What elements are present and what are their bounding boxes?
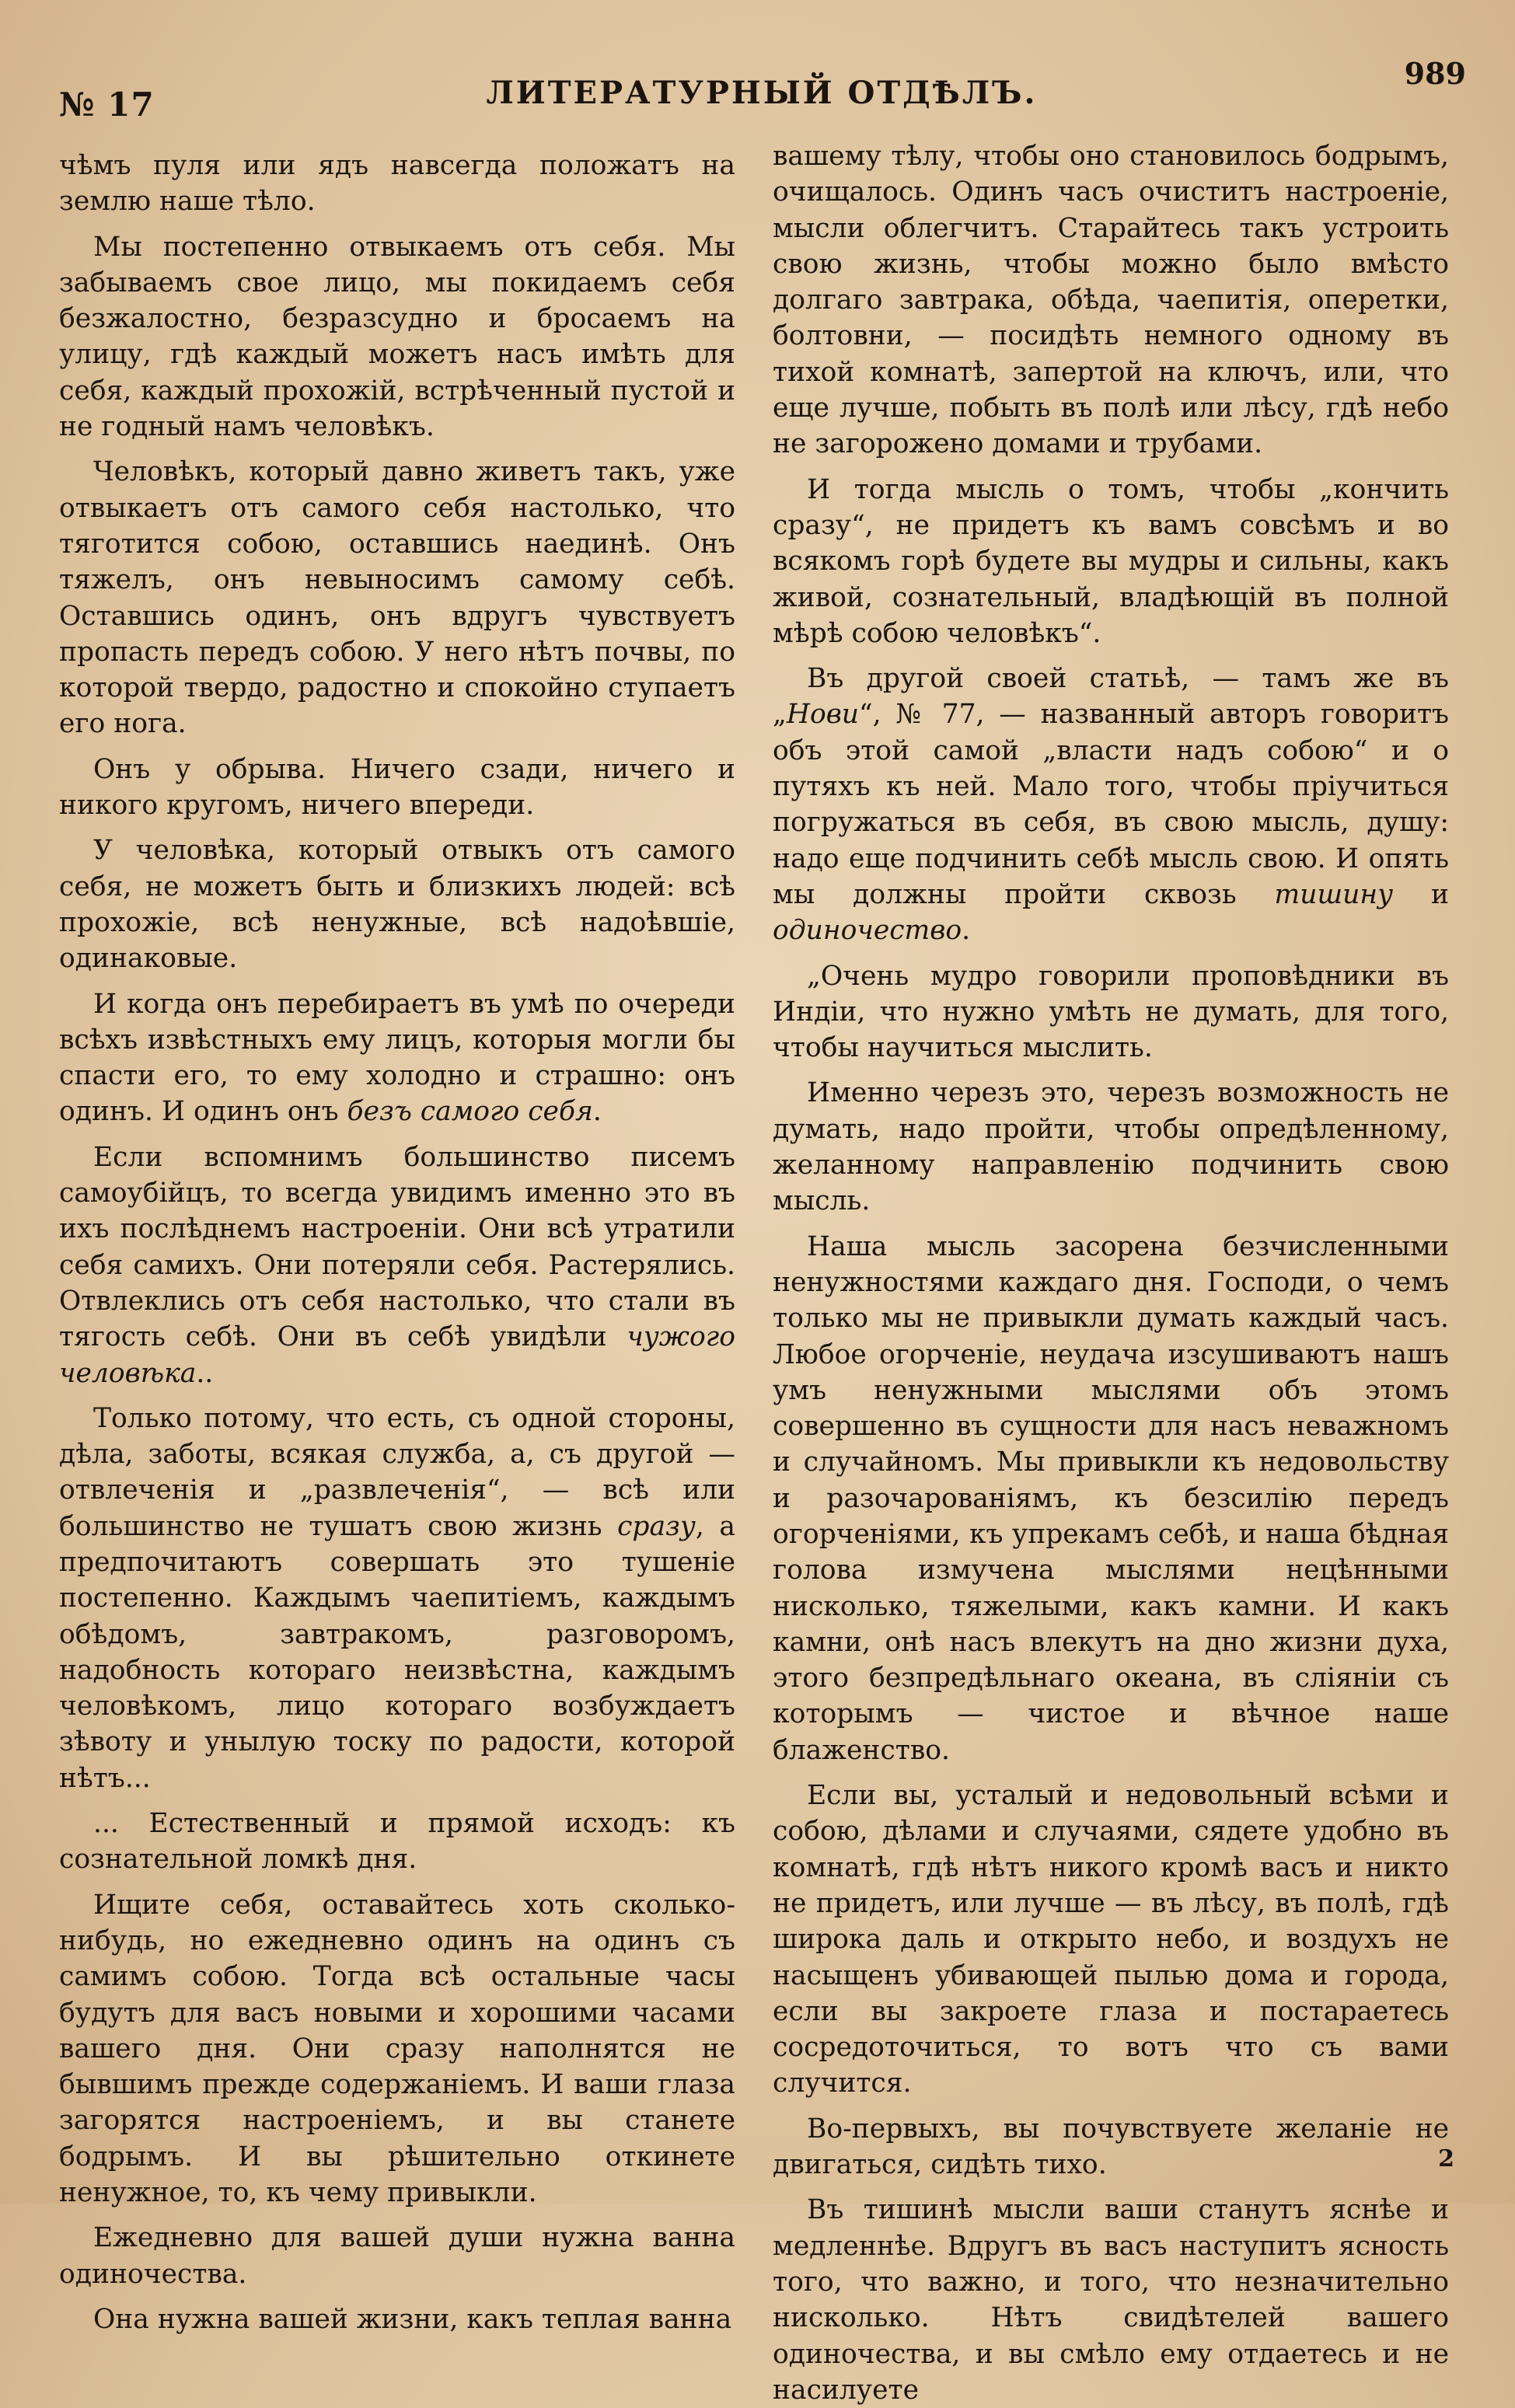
paragraph-text: и bbox=[1393, 878, 1449, 910]
paragraph bbox=[59, 454, 735, 742]
paragraph bbox=[773, 1778, 1449, 2102]
paragraph bbox=[59, 2220, 735, 2292]
paragraph bbox=[773, 1075, 1449, 1219]
paragraph-text: Ищите себя, оставайтесь хоть сколько-нибудь, но ежедневно одинъ на одинъ съ самимъ собою. Тогда всѣ остальные часы будутъ для васъ новыми и хорошими часами вашего дня. Они сразу наполнятся не бывшимъ прежде содержаніемъ. И ваши глаза загорятся настроеніемъ, и вы станете бодрымъ. И вы рѣшительно откинете ненужное, то, къ чему привыкли. bbox=[59, 1889, 735, 2209]
paragraph-text: Только потому, что есть, съ одной стороны, дѣла, заботы, всякая служба, а, съ другой — отвлеченія и „развлеченія“, — всѣ или большинство не тушатъ свою жизнь bbox=[59, 1402, 735, 1542]
paragraph bbox=[59, 229, 735, 445]
paragraph bbox=[59, 752, 735, 824]
paragraph-text: Въ другой своей статьѣ, — тамъ же въ „ bbox=[773, 663, 1449, 731]
italic-emphasis: одиночество bbox=[773, 915, 962, 947]
paragraph-text: Мы постепенно отвыкаемъ отъ себя. Мы забываемъ свое лицо, мы покидаемъ себя безжалостно, безразсудно и бросаемъ на улицу, гдѣ каждый можетъ насъ имѣть для себя, каждый прохожій, встрѣченный пустой и не годный намъ человѣкъ. bbox=[59, 231, 735, 443]
paragraph-text: Именно черезъ это, черезъ возможность не думать, надо пройти, чтобы опредѣленному, желанному направленію подчинить свою мысль. bbox=[773, 1077, 1449, 1217]
paragraph bbox=[59, 832, 735, 976]
paragraph bbox=[773, 661, 1449, 948]
paragraph-text: .. bbox=[196, 1357, 214, 1389]
paragraph-text: “, № 77, — названный авторъ говоритъ объ этой самой „власти надъ собою“ и о путяхъ къ ней. Мало того, чтобы пріучиться погружаться въ себя, въ свою мысль, душу: надо еще подчинить себѣ мысль свою. И опять мы должны пройти сквозь bbox=[773, 699, 1449, 910]
paragraph-text: Во-первыхъ, вы почувствуете желаніе не двигаться, сидѣть тихо. bbox=[773, 2113, 1449, 2181]
paragraph bbox=[59, 1139, 735, 1391]
paragraph bbox=[59, 1806, 735, 1878]
page-number: 989 bbox=[1404, 56, 1466, 91]
paragraph-text: вашему тѣлу, чтобы оно становилось бодрымъ, очищалось. Одинъ часъ очиститъ настроеніе, мысли облегчитъ. Старайтесь такъ устроить свою жизнь, чтобы можно было вмѣсто долгаго завтрака, обѣда, чаепитія, оперетки, болтовни, — посидѣть немного одному въ тихой комнатѣ, запертой на ключъ, или, что еще лучше, побыть въ полѣ или лѣсу, гдѣ небо не загорожено домами и трубами. bbox=[773, 141, 1449, 460]
paragraph-text: . bbox=[962, 915, 971, 947]
paragraph-text: Если вы, усталый и недовольный всѣми и собою, дѣлами и случаями, сядете удобно въ комнатѣ, гдѣ нѣтъ никого кромѣ васъ и никто не придетъ, или лучше — въ лѣсу, въ полѣ, гдѣ широка даль и открыто небо, и воздухъ не насыщенъ убивающей пылью дома и города, если вы закроете глаза и постараетесь сосредоточиться, то вотъ что съ вами случится. bbox=[773, 1780, 1449, 2099]
paragraph bbox=[59, 1887, 735, 2211]
paragraph-text: У человѣка, который отвыкъ отъ самого себя, не можетъ быть и близкихъ людей: всѣ прохожіе, всѣ ненужные, всѣ надоѣвшіе, одинаковые. bbox=[59, 835, 735, 975]
paragraph-text: , а предпочитаютъ совершать это тушеніе постепенно. Каждымъ чаепитіемъ, каждымъ обѣдомъ, завтракомъ, разговоромъ, надобность котораго неизвѣстна, каждымъ человѣкомъ, лицо котораго возбуждаетъ зѣвоту и унылую тоску по радости, которой нѣтъ... bbox=[59, 1510, 735, 1794]
paragraph bbox=[773, 2111, 1449, 2183]
paragraph-text: И когда онъ перебираетъ въ умѣ по очереди всѣхъ извѣстныхъ ему лицъ, которыя могли бы спасти его, то ему холодно и страшно: онъ одинъ. И одинъ онъ bbox=[59, 988, 735, 1128]
left-column bbox=[59, 148, 735, 2335]
paragraph-text: Если вспомнимъ большинство писемъ самоубійцъ, то всегда увидимъ именно это въ ихъ послѣднемъ настроеніи. Они всѣ утратили себя самихъ. Они потеряли себя. Растерялись. Отвлеклись отъ себя настолько, что стали въ тягость себѣ. Они въ себѣ увидѣли bbox=[59, 1141, 735, 1353]
right-column bbox=[773, 138, 1449, 2406]
paragraph bbox=[773, 958, 1449, 1066]
paragraph bbox=[59, 2302, 735, 2337]
issue-number: № 17 bbox=[59, 86, 155, 124]
section-title: ЛИТЕРАТУРНЫЙ ОТДѢЛЪ. bbox=[486, 75, 1038, 111]
paragraph-text: „Очень мудро говорили проповѣдники въ Индіи, что нужно умѣть не думать, для того, чтобы научиться мыслить. bbox=[773, 960, 1449, 1064]
paragraph bbox=[59, 148, 735, 220]
paragraph-text: чѣмъ пуля или ядъ навсегда положатъ на землю наше тѣло. bbox=[59, 150, 735, 218]
printer-signature-mark: 2 bbox=[1438, 2145, 1454, 2172]
paragraph-text: Наша мысль засорена безчисленными ненужностями каждаго дня. Господи, о чемъ только мы не привыкли думать каждый часъ. Любое огорченіе, неудача изсушиваютъ нашъ умъ ненужными мыслями объ этомъ совершенно въ сущности для насъ неважномъ и случайномъ. Мы привыкли къ недовольству и разочарованіямъ, къ безсилію передъ огорченіями, къ упрекамъ себѣ, и наша бѣдная голова измучена мыслями нецѣнными нисколько, тяжелыми, какъ камни. И какъ камни, онѣ насъ влекутъ на дно жизни духа, этого безпредѣльнаго океана, въ сліяніи съ которымъ — чистое и вѣчное наше блаженство. bbox=[773, 1230, 1449, 1766]
paragraph bbox=[773, 472, 1449, 651]
italic-emphasis: безъ самого себя bbox=[347, 1096, 593, 1128]
paragraph bbox=[773, 138, 1449, 462]
paragraph-text: Ежедневно для вашей души нужна ванна одиночества. bbox=[59, 2222, 735, 2290]
paragraph-text: . bbox=[592, 1096, 602, 1128]
paragraph-text: Въ тишинѣ мысли ваши станутъ яснѣе и медленнѣе. Вдругъ въ васъ наступитъ ясность того, что важно, и того, что незначительно нисколько. Нѣтъ свидѣтелей вашего одиночества, и вы смѣло ему отдаетесь и не насилуете bbox=[773, 2194, 1449, 2406]
italic-emphasis: чужого человѣка bbox=[59, 1321, 735, 1389]
paragraph-text: ... Естественный и прямой исходъ: къ сознательной ломкѣ дня. bbox=[59, 1808, 735, 1876]
italic-emphasis: тишину bbox=[1274, 878, 1394, 910]
paragraph-text: Она нужна вашей жизни, какъ теплая ванна bbox=[93, 2303, 732, 2335]
italic-emphasis: Нови bbox=[786, 699, 860, 731]
italic-emphasis: сразу bbox=[617, 1510, 696, 1542]
paragraph bbox=[59, 986, 735, 1130]
paragraph-text: И тогда мысль о томъ, чтобы „кончить сразу“, не придетъ къ вамъ совсѣмъ и во всякомъ горѣ будете вы мудры и сильны, какъ живой, сознательный, владѣющій въ полной мѣрѣ собою человѣкъ“. bbox=[773, 473, 1449, 649]
paragraph bbox=[59, 1401, 735, 1796]
paragraph-text: Онъ у обрыва. Ничего сзади, ничего и никого кругомъ, ничего впереди. bbox=[59, 753, 735, 822]
paragraph-text: Человѣкъ, который давно живетъ такъ, уже отвыкаетъ отъ самого себя настолько, что тяготится собою, оставшись наединѣ. Онъ тяжелъ, онъ невыносимъ самому себѣ. Оставшись одинъ, онъ вдругъ чувствуетъ пропасть передъ собою. У него нѣтъ почвы, по которой твердо, радостно и спокойно ступаетъ его нога. bbox=[59, 456, 735, 740]
paragraph bbox=[773, 1229, 1449, 1768]
page-header bbox=[54, 56, 1469, 124]
paragraph bbox=[773, 2192, 1449, 2408]
